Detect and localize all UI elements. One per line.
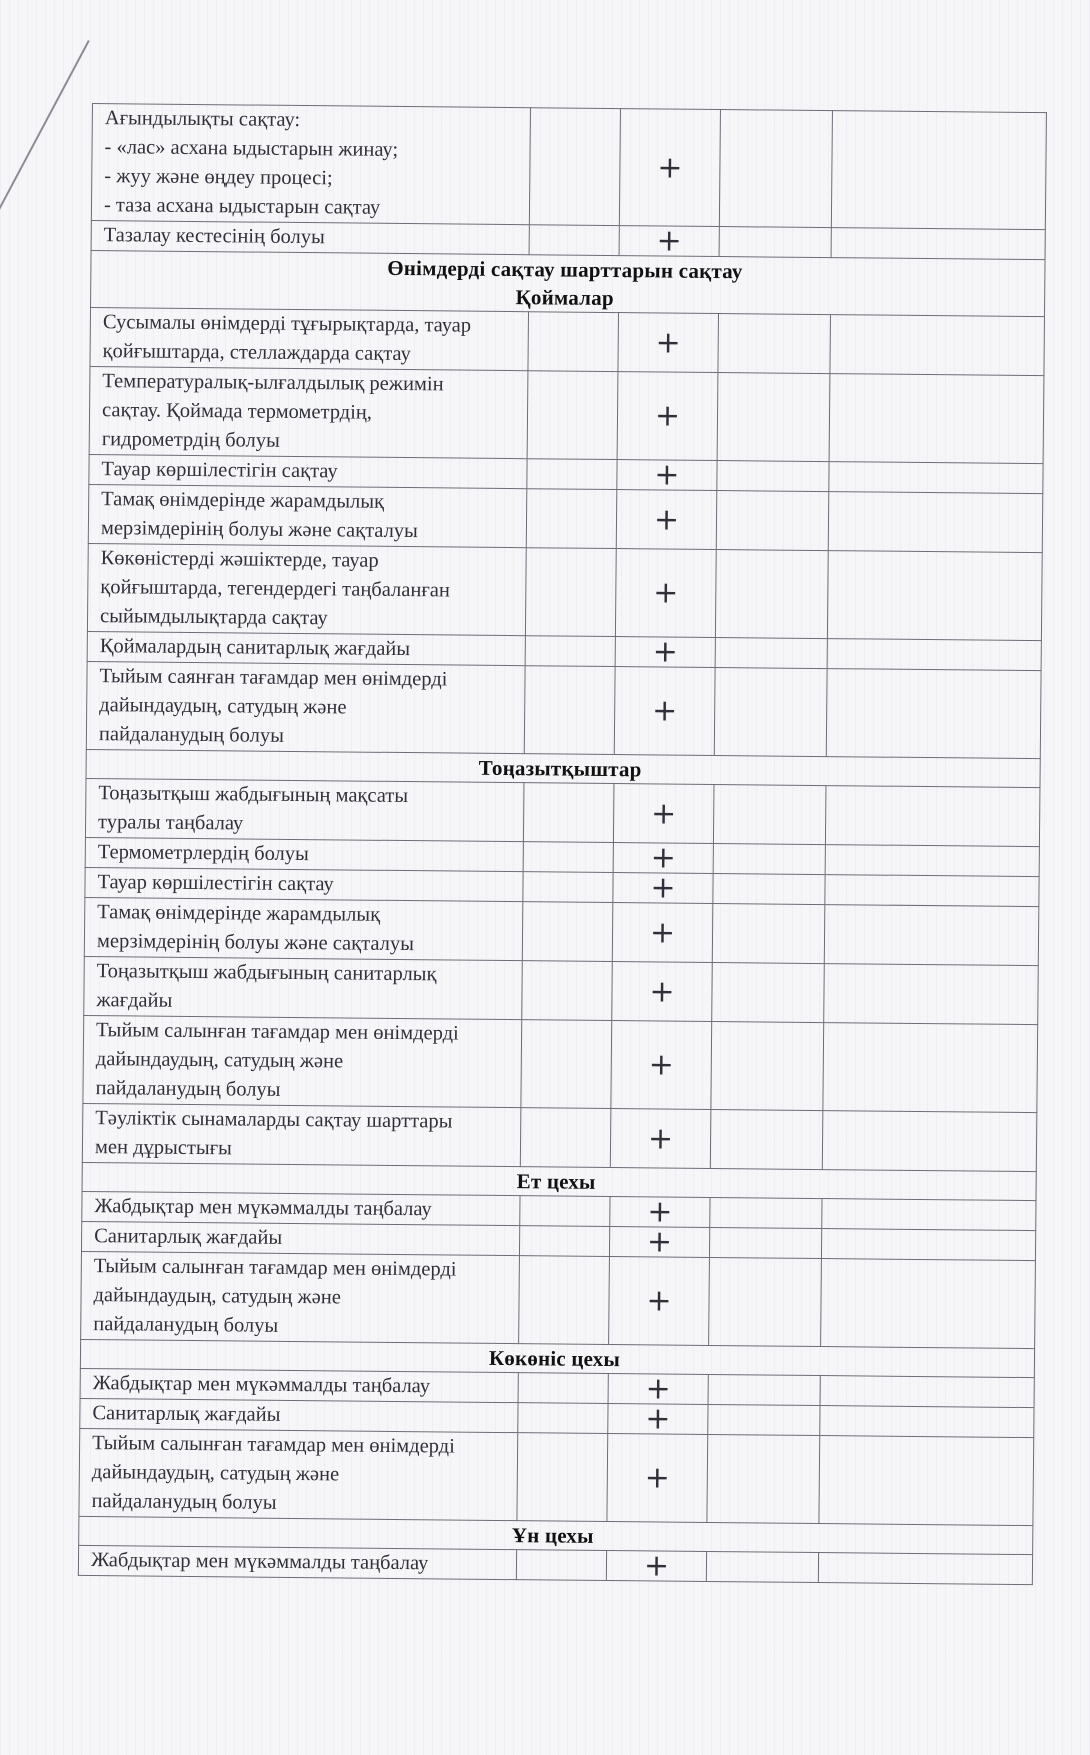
criterion-text-line: Ағындылықты сақтау:	[104, 107, 301, 131]
checkmark-plus-cell: +	[613, 873, 713, 904]
criterion-text-line: - жуу және өңдеу процесі;	[104, 165, 333, 190]
empty-col4-cell	[717, 461, 829, 492]
empty-col2-cell	[519, 1226, 609, 1257]
table-row	[90, 307, 1045, 375]
empty-col2-cell	[517, 1433, 608, 1522]
empty-col5-cell	[825, 875, 1039, 907]
empty-col5-cell	[822, 1199, 1036, 1231]
empty-col4-cell	[715, 638, 827, 669]
criterion-text-line: Сусымалы өнімдерді тұғырықтарда, тауар	[102, 311, 472, 337]
empty-col5-cell	[822, 1111, 1037, 1172]
empty-col4-cell	[714, 668, 827, 757]
table-row	[89, 366, 1044, 463]
empty-col2-cell	[524, 666, 615, 755]
criterion-cell	[84, 956, 523, 1019]
criterion-text-line: Тыйым салынған тағамдар мен өнімдерді	[95, 1019, 459, 1045]
empty-col4-cell	[713, 873, 825, 904]
table-row	[88, 484, 1043, 552]
empty-col2-cell	[518, 1403, 608, 1434]
empty-col5-cell	[825, 845, 1039, 877]
checklist-table	[78, 103, 1047, 1585]
empty-col4-cell	[717, 373, 830, 462]
table-row	[91, 104, 1046, 230]
criterion-cell	[86, 661, 525, 753]
section-heading: Ұн цехы	[511, 1523, 594, 1548]
checkmark-plus-cell: +	[615, 549, 716, 638]
criterion-text-line: дайындаудың, сатудың және	[93, 1284, 341, 1309]
empty-col5-cell	[827, 639, 1041, 671]
criterion-text-line: қойғыштарда, тегендердегі таңбаланған	[100, 576, 450, 602]
criterion-text-line: Тамақ өнімдерінде жарамдылық	[97, 901, 381, 926]
empty-col2-cell	[520, 1108, 611, 1168]
empty-col4-cell	[706, 1551, 818, 1582]
table-row	[83, 1015, 1038, 1112]
criterion-cell	[91, 220, 529, 254]
criterion-text-line: қойғыштарда, стеллаждарда сақтау	[102, 340, 411, 366]
empty-col5-cell	[818, 1553, 1032, 1585]
table-row	[86, 661, 1041, 758]
criterion-cell	[87, 631, 525, 665]
empty-col4-cell	[708, 1374, 820, 1405]
criterion-cell	[84, 897, 523, 960]
empty-col2-cell	[522, 961, 613, 1021]
criterion-text-line: Жабдықтар мен мүкәммалды таңбалау	[90, 1549, 429, 1575]
criterion-text-line: гидрометрдің болуы	[101, 428, 280, 452]
criterion-text-line: пайдаланудың болуы	[93, 1313, 279, 1337]
empty-col4-cell	[718, 314, 831, 374]
empty-col4-cell	[709, 1257, 822, 1346]
empty-col2-cell	[528, 312, 619, 372]
section-heading: Көкөніс цехы	[488, 1345, 621, 1372]
empty-col4-cell	[712, 962, 825, 1022]
empty-col4-cell	[711, 1021, 824, 1110]
checkmark-plus-cell: +	[612, 903, 713, 963]
criterion-cell	[82, 1191, 520, 1225]
criterion-text-line: жағдайы	[96, 989, 173, 1012]
criterion-text-line: мен дұрыстығы	[94, 1136, 232, 1160]
criterion-cell	[79, 1428, 518, 1520]
section-header-row	[91, 250, 1046, 316]
section-title	[91, 250, 1046, 316]
empty-col2-cell	[529, 225, 619, 256]
checkmark-plus-cell: +	[611, 1021, 712, 1110]
empty-col4-cell	[719, 110, 832, 228]
empty-col4-cell	[713, 843, 825, 874]
criterion-text-line: Тыйым салынған тағамдар мен өнімдерді	[93, 1255, 457, 1281]
criterion-text-line: Жабдықтар мен мүкәммалды таңбалау	[92, 1372, 431, 1398]
criterion-text-line: мерзімдерінің болуы және сақталуы	[100, 517, 418, 543]
criterion-cell	[80, 1368, 518, 1402]
checkmark-plus-cell: +	[610, 1109, 711, 1169]
criterion-text-line: Тазалау кестесінің болуы	[103, 224, 325, 249]
criterion-text-line: дайындаудың, сатудың және	[99, 694, 347, 719]
checkmark-plus-cell: +	[616, 490, 717, 550]
empty-col2-cell	[523, 872, 613, 903]
criterion-text-line: пайдаланудың болуы	[95, 1077, 281, 1101]
criterion-text-line: Санитарлық жағдайы	[94, 1225, 283, 1249]
table-row	[85, 778, 1040, 846]
criterion-cell	[91, 104, 530, 225]
table-row	[84, 897, 1039, 965]
criterion-text-line: пайдаланудың болуы	[91, 1490, 277, 1514]
checkmark-plus-cell: +	[619, 109, 720, 227]
checkmark-plus-cell: +	[613, 843, 713, 874]
criterion-text-line: Температуралық-ылғалдылық режимін	[102, 370, 444, 396]
empty-col4-cell	[707, 1434, 820, 1523]
criterion-text-line: Тоңазытқыш жабдығының санитарлық	[96, 960, 437, 986]
empty-col5-cell	[820, 1406, 1034, 1438]
criterion-text-line: сақтау. Қоймада термометрдің,	[101, 399, 373, 424]
checkmark-plus-cell: +	[609, 1227, 709, 1258]
empty-col5-cell	[824, 905, 1039, 966]
criterion-text-line: дайындаудың, сатудың және	[91, 1461, 340, 1486]
empty-col5-cell	[825, 786, 1040, 847]
empty-col4-cell	[709, 1227, 821, 1258]
checkmark-plus-cell: +	[608, 1404, 708, 1435]
empty-col2-cell	[518, 1373, 608, 1404]
empty-col4-cell	[708, 1404, 820, 1435]
checkmark-plus-cell: +	[609, 1257, 710, 1346]
empty-col4-cell	[719, 227, 831, 258]
empty-col2-cell	[527, 371, 618, 460]
criterion-text-line: Тауар көршілестігін сақтау	[101, 458, 338, 483]
criterion-cell	[90, 307, 529, 370]
empty-col4-cell	[710, 1109, 823, 1169]
criterion-text-line: дайындаудың, сатудың және	[95, 1048, 344, 1073]
table-row	[87, 543, 1042, 640]
empty-col2-cell	[523, 783, 614, 843]
empty-col5-cell	[826, 669, 1041, 759]
criterion-cell	[82, 1103, 521, 1166]
criterion-text-line: - «лас» асхана ыдыстарын жинау;	[104, 136, 399, 161]
empty-col5-cell	[829, 462, 1043, 494]
empty-col2-cell	[521, 1020, 612, 1109]
criterion-text-line: Тоңазытқыш жабдығының мақсаты	[98, 782, 409, 808]
page-fold-line	[0, 40, 90, 218]
checkmark-plus-cell: +	[613, 784, 714, 844]
criterion-cell	[89, 454, 527, 488]
criterion-text-line: Санитарлық жағдайы	[92, 1402, 281, 1426]
checkmark-plus-cell: +	[610, 1197, 710, 1228]
criterion-cell	[85, 867, 523, 901]
criterion-cell	[85, 837, 523, 871]
table-row	[81, 1251, 1036, 1348]
checkmark-plus-cell: +	[606, 1551, 706, 1582]
empty-col5-cell	[824, 964, 1039, 1025]
criterion-text-line: Тыйым саянған тағамдар мен өнімдерді	[99, 665, 448, 691]
empty-col5-cell	[830, 315, 1045, 376]
table-row	[82, 1103, 1037, 1171]
empty-col2-cell	[519, 1256, 610, 1345]
checkmark-plus-cell: +	[608, 1374, 708, 1405]
criterion-text-line: Тауар көршілестігін сақтау	[97, 871, 334, 896]
checkmark-plus-cell: +	[617, 372, 718, 461]
criterion-text-line: Тәуліктік сынамаларды сақтау шарттары	[95, 1107, 453, 1133]
empty-col4-cell	[713, 785, 826, 845]
checkmark-plus-cell: +	[614, 667, 715, 756]
table-row	[84, 956, 1039, 1024]
section-heading: Өнімдерді сақтау шарттарын сақтау	[387, 255, 743, 284]
checklist-body	[78, 104, 1046, 1585]
criterion-cell	[85, 778, 524, 841]
criterion-text-line: Термометрлердің болуы	[97, 841, 309, 866]
empty-col5-cell	[829, 374, 1044, 464]
criterion-cell	[81, 1251, 520, 1343]
empty-col2-cell	[520, 1196, 610, 1227]
criterion-cell	[81, 1221, 519, 1255]
empty-col5-cell	[819, 1436, 1034, 1526]
criterion-cell	[87, 543, 526, 635]
criterion-cell	[88, 484, 527, 547]
criterion-text-line: туралы таңбалау	[97, 811, 244, 835]
checkmark-plus-cell: +	[607, 1434, 708, 1523]
section-heading: Тоңазытқыштар	[478, 755, 642, 782]
criterion-text-line: Тамақ өнімдерінде жарамдылық	[101, 488, 385, 513]
criterion-text-line: Көкөністерді жәшіктерде, тауар	[100, 547, 379, 572]
criterion-text-line: Қоймалардың санитарлық жағдайы	[99, 635, 411, 661]
empty-col5-cell	[831, 111, 1046, 230]
empty-col5-cell	[823, 1023, 1038, 1113]
checkmark-plus-cell: +	[612, 962, 713, 1022]
criterion-cell	[89, 366, 528, 458]
empty-col2-cell	[523, 842, 613, 873]
empty-col5-cell	[821, 1259, 1036, 1349]
empty-col5-cell	[821, 1229, 1035, 1261]
checkmark-plus-cell: +	[618, 313, 719, 373]
criterion-cell	[83, 1015, 522, 1107]
empty-col2-cell	[522, 902, 613, 962]
criterion-cell	[78, 1545, 516, 1579]
empty-col4-cell	[712, 903, 825, 963]
checkmark-plus-cell: +	[615, 637, 715, 668]
section-subheading: Қоймалар	[515, 285, 614, 311]
criterion-text-line: Жабдықтар мен мүкәммалды таңбалау	[94, 1195, 432, 1221]
empty-col4-cell	[715, 550, 828, 639]
empty-col2-cell	[525, 636, 615, 667]
empty-col5-cell	[831, 228, 1045, 260]
empty-col5-cell	[827, 551, 1042, 641]
criterion-cell	[80, 1398, 518, 1432]
empty-col2-cell	[526, 489, 617, 549]
criterion-text-line: пайдаланудың болуы	[98, 723, 285, 747]
empty-col4-cell	[716, 491, 829, 551]
empty-col4-cell	[710, 1197, 822, 1228]
criterion-text-line: Тыйым салынған тағамдар мен өнімдерді	[92, 1432, 455, 1458]
table-row	[79, 1428, 1034, 1525]
criterion-text-line: - таза асхана ыдыстарын сақтау	[103, 194, 381, 219]
criterion-text-line: мерзімдерінің болуы және сақталуы	[96, 930, 415, 956]
empty-col5-cell	[820, 1376, 1034, 1408]
checkmark-plus-cell: +	[619, 226, 719, 257]
section-heading: Ет цехы	[516, 1169, 596, 1194]
checkmark-plus-cell: +	[617, 460, 717, 491]
empty-col2-cell	[525, 548, 616, 637]
criterion-text-line: сыйымдылықтарда сақтау	[99, 605, 328, 630]
empty-col2-cell	[527, 459, 617, 490]
empty-col2-cell	[516, 1550, 606, 1581]
empty-col2-cell	[529, 108, 620, 226]
empty-col5-cell	[828, 492, 1043, 553]
